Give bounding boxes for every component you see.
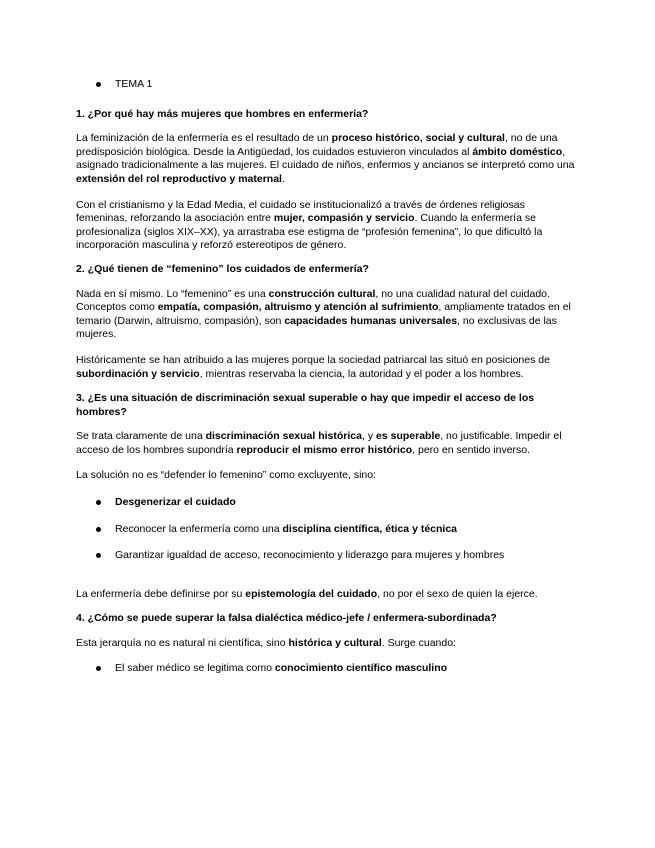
topic-bullet: TEMA 1: [76, 78, 576, 92]
question-4-heading: 4. ¿Cómo se puede superar la falsa dialéctica médico-jefe / enfermera-subordinada?: [76, 612, 497, 625]
list-item: Reconocer la enfermería como una disciplina científica, ética y técnica: [76, 523, 576, 537]
question-4-paragraph-1: Esta jerarquía no es natural ni científica, sino histórica y cultural. Surge cuando:: [76, 637, 456, 650]
question-2-paragraph-1: Nada en sí mismo. Lo “femenino” es una construcción cultural, no una cualidad natural del cuidado. Conceptos como empatía, compasión, altruismo y atención al sufrimiento, ampliamente tratados en el temario (Darwin, altruismo, compasión), son capacidades humanas universales, no exclusivas de las mujeres.: [76, 287, 571, 341]
question-2-paragraph-2: Históricamente se han atribuido a las mujeres porque la sociedad patriarcal las situó en posiciones de subordinación y servicio, mientras reservaba la ciencia, la autoridad y el poder a los hombres.: [76, 353, 550, 380]
question-3-heading: 3. ¿Es una situación de discriminación sexual superable o hay que impedir el acceso de los hombres?: [76, 392, 535, 418]
question-3-paragraph-3: La enfermería debe definirse por su epistemología del cuidado, no por el sexo de quien la ejerce.: [76, 587, 538, 600]
question-1-heading: 1. ¿Por qué hay más mujeres que hombres en enfermería?: [76, 107, 369, 120]
question-1-paragraph-2: Con el cristianismo y la Edad Media, el cuidado se institucionalizó a través de órdenes religiosas femeninas, reforzando la asociación entre mujer, compasión y servicio. Cuando la enfermería se profesionaliza (siglos XIX–XX), ya arrastraba ese estigma de “profesión femenina”, lo que dificultó la incorporación masculina y reforzó estereotipos de género.: [76, 198, 543, 252]
question-3-paragraph-2: La solución no es “defender lo femenino” como excluyente, sino:: [76, 469, 377, 482]
list-item: Garantizar igualdad de acceso, reconocimiento y liderazgo para mujeres y hombres: [76, 549, 576, 563]
list-item: Desgenerizar el cuidado: [76, 496, 576, 510]
question-3-paragraph-1: Se trata claramente de una discriminación sexual histórica, y es superable, no justificable. Impedir el acceso de los hombres supondría reproducir el mismo error histórico, pero en sentido inverso.: [76, 430, 562, 456]
list-item: El saber médico se legitima como conocimiento científico masculino: [76, 662, 576, 676]
question-2-heading: 2. ¿Qué tienen de “femenino” los cuidados de enfermería?: [76, 262, 369, 275]
document-page: [76, 78, 576, 675]
question-1-paragraph-1: La feminización de la enfermería es el resultado de un proceso histórico, social y cultural, no de una predisposición biológica. Desde la Antigüedad, los cuidados estuvieron vinculados al ámbito doméstico, asignado tradicionalmente a las mujeres. El cuidado de niños, enfermos y ancianos se interpretó como una extensión del rol reproductivo y maternal.: [76, 132, 575, 185]
